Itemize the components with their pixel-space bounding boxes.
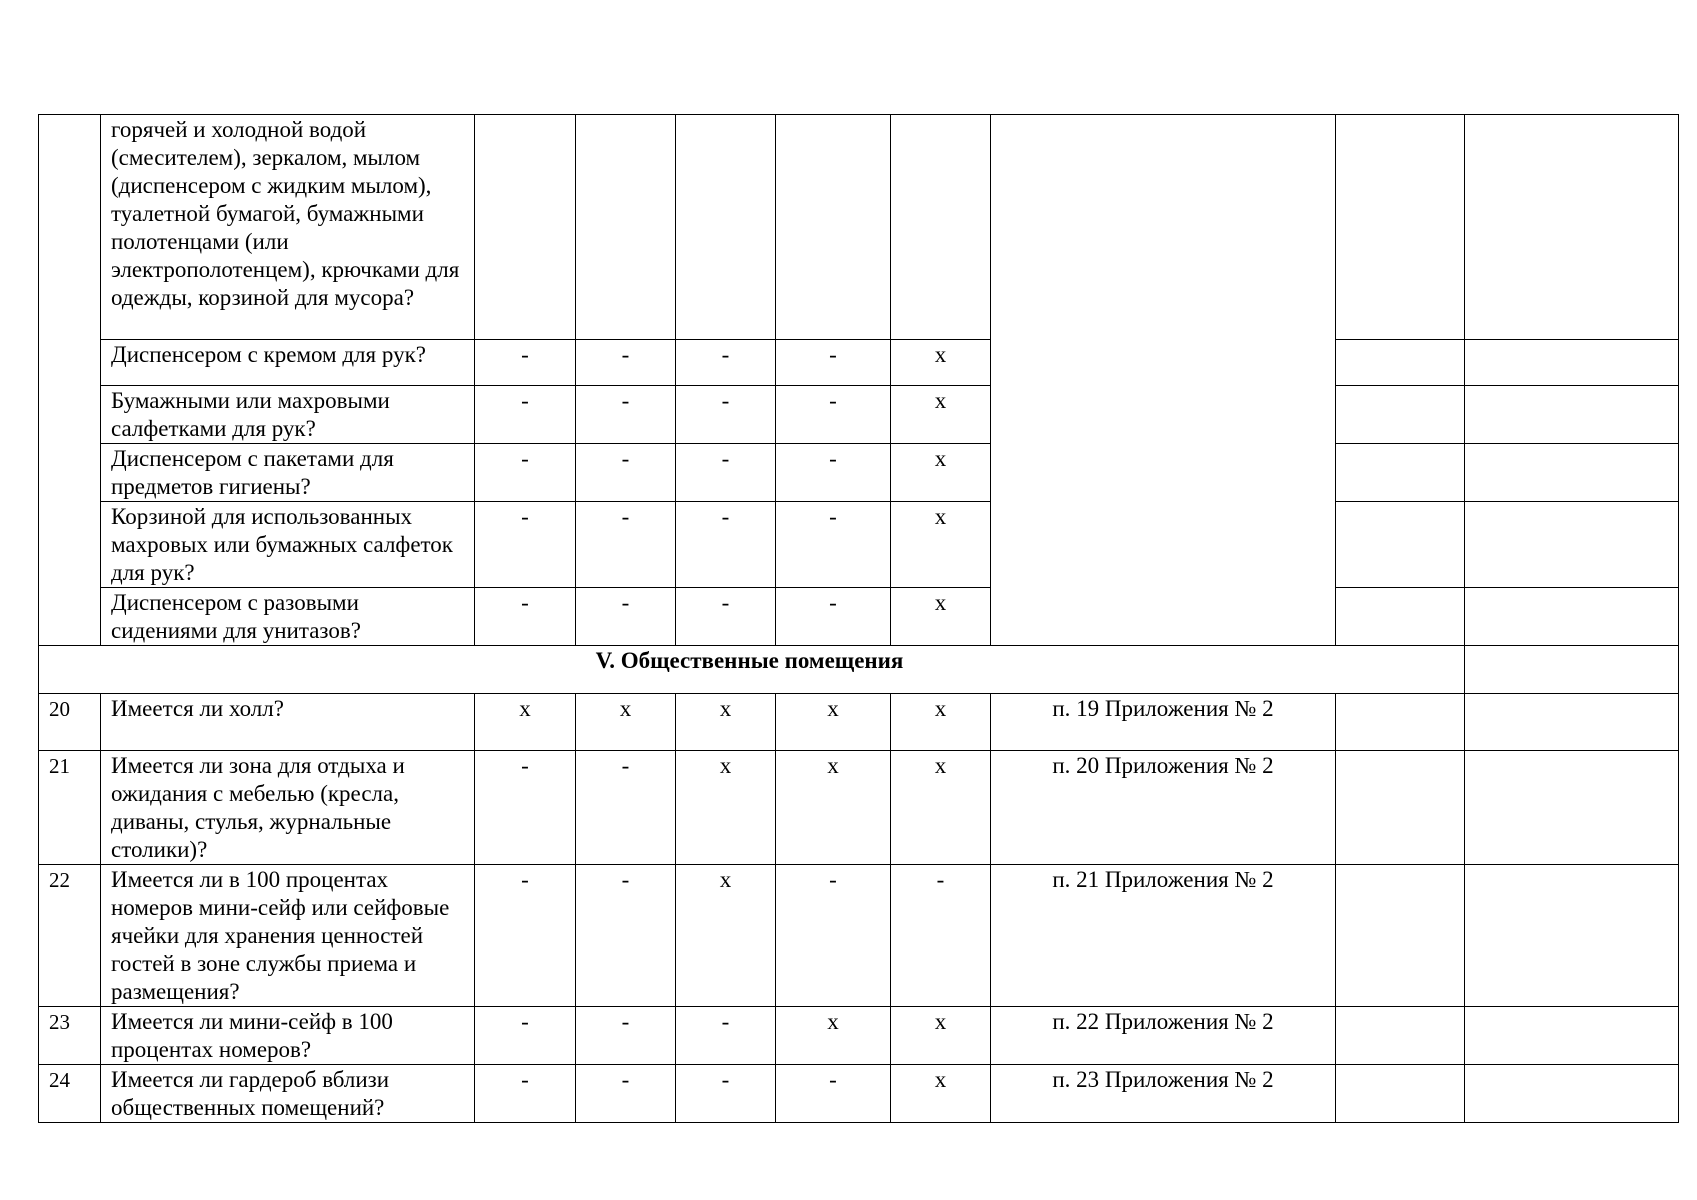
reference-cell: п. 22 Приложения № 2 bbox=[991, 1007, 1336, 1065]
row-number-cell: 21 bbox=[39, 751, 101, 865]
blank-cell bbox=[1336, 386, 1465, 444]
blank-cell bbox=[1336, 865, 1465, 1007]
mark-cell: - bbox=[576, 444, 676, 502]
question-cell: Имеется ли зона для отдыха и ожидания с мебелью (кресла, диваны, стулья, журнальные столики)? bbox=[101, 751, 475, 865]
blank-cell bbox=[1465, 115, 1679, 340]
question-cell: Имеется ли в 100 процентах номеров мини-сейф или сейфовые ячейки для хранения ценностей гостей в зоне службы приема и размещения? bbox=[101, 865, 475, 1007]
blank-cell bbox=[1465, 694, 1679, 751]
mark-cell: - bbox=[776, 865, 891, 1007]
mark-cell: - bbox=[576, 751, 676, 865]
blank-cell bbox=[1336, 1007, 1465, 1065]
mark-cell: - bbox=[891, 865, 991, 1007]
blank-cell bbox=[1465, 588, 1679, 646]
blank-cell bbox=[1336, 115, 1465, 340]
mark-cell: x bbox=[891, 694, 991, 751]
mark-cell: - bbox=[576, 865, 676, 1007]
question-cell: Диспенсером с разовыми сидениями для унитазов? bbox=[101, 588, 475, 646]
blank-cell bbox=[1336, 340, 1465, 386]
mark-cell: x bbox=[776, 694, 891, 751]
mark-cell: x bbox=[891, 1065, 991, 1123]
mark-cell bbox=[776, 115, 891, 340]
mark-cell: - bbox=[576, 588, 676, 646]
mark-cell: - bbox=[776, 588, 891, 646]
mark-cell: - bbox=[676, 444, 776, 502]
mark-cell: x bbox=[891, 1007, 991, 1065]
blank-cell bbox=[1465, 1065, 1679, 1123]
mark-cell: x bbox=[676, 694, 776, 751]
row-number-cell: 23 bbox=[39, 1007, 101, 1065]
mark-cell: - bbox=[676, 588, 776, 646]
mark-cell: - bbox=[475, 340, 576, 386]
reference-cell: п. 21 Приложения № 2 bbox=[991, 865, 1336, 1007]
mark-cell: x bbox=[776, 751, 891, 865]
mark-cell: x bbox=[891, 502, 991, 588]
question-cell: Диспенсером с пакетами для предметов гигиены? bbox=[101, 444, 475, 502]
mark-cell: - bbox=[475, 444, 576, 502]
row-number-cell: 24 bbox=[39, 1065, 101, 1123]
table-row bbox=[39, 588, 1679, 646]
blank-cell bbox=[1465, 386, 1679, 444]
table-row bbox=[39, 694, 1679, 751]
mark-cell: x bbox=[676, 865, 776, 1007]
blank-cell bbox=[1336, 694, 1465, 751]
mark-cell: - bbox=[676, 1065, 776, 1123]
mark-cell: x bbox=[891, 386, 991, 444]
question-cell: Диспенсером с кремом для рук? bbox=[101, 340, 475, 386]
blank-cell bbox=[1465, 646, 1679, 694]
mark-cell: x bbox=[891, 340, 991, 386]
blank-cell bbox=[1465, 340, 1679, 386]
row-number-cell: 20 bbox=[39, 694, 101, 751]
mark-cell: x bbox=[475, 694, 576, 751]
mark-cell: - bbox=[776, 502, 891, 588]
row-number-cell: 22 bbox=[39, 865, 101, 1007]
reference-cell: п. 20 Приложения № 2 bbox=[991, 751, 1336, 865]
question-cell: Бумажными или махровыми салфетками для рук? bbox=[101, 386, 475, 444]
mark-cell: - bbox=[475, 1065, 576, 1123]
table-row bbox=[39, 865, 1679, 1007]
table-row bbox=[39, 115, 1679, 340]
question-cell: Имеется ли мини-сейф в 100 процентах номеров? bbox=[101, 1007, 475, 1065]
mark-cell: - bbox=[776, 444, 891, 502]
blank-cell bbox=[1336, 444, 1465, 502]
table-row bbox=[39, 1007, 1679, 1065]
checklist-table bbox=[38, 114, 1679, 1123]
blank-cell bbox=[1336, 1065, 1465, 1123]
mark-cell: - bbox=[475, 1007, 576, 1065]
reference-cell bbox=[991, 115, 1336, 646]
mark-cell: - bbox=[475, 751, 576, 865]
blank-cell bbox=[1465, 751, 1679, 865]
mark-cell: x bbox=[576, 694, 676, 751]
mark-cell: - bbox=[576, 340, 676, 386]
table-row bbox=[39, 386, 1679, 444]
mark-cell: x bbox=[891, 751, 991, 865]
section-title: V. Общественные помещения bbox=[39, 646, 1465, 694]
mark-cell: - bbox=[776, 1065, 891, 1123]
blank-cell bbox=[1465, 444, 1679, 502]
mark-cell: - bbox=[576, 502, 676, 588]
table-row bbox=[39, 1065, 1679, 1123]
question-cell: Имеется ли гардероб вблизи общественных помещений? bbox=[101, 1065, 475, 1123]
mark-cell: - bbox=[676, 502, 776, 588]
blank-cell bbox=[1465, 865, 1679, 1007]
table-row bbox=[39, 502, 1679, 588]
mark-cell: x bbox=[776, 1007, 891, 1065]
mark-cell: - bbox=[576, 1007, 676, 1065]
mark-cell bbox=[891, 115, 991, 340]
mark-cell: - bbox=[676, 340, 776, 386]
table-row bbox=[39, 444, 1679, 502]
mark-cell: - bbox=[576, 386, 676, 444]
table-row bbox=[39, 340, 1679, 386]
table-row bbox=[39, 751, 1679, 865]
question-cell: Корзиной для использованных махровых или бумажных салфеток для рук? bbox=[101, 502, 475, 588]
mark-cell: - bbox=[776, 386, 891, 444]
question-cell: горячей и холодной водой (смесителем), зеркалом, мылом (диспенсером с жидким мылом), туалетной бумагой, бумажными полотенцами (или электрополотенцем), крючками для одежды, корзиной для мусора? bbox=[101, 115, 475, 340]
mark-cell: - bbox=[475, 502, 576, 588]
mark-cell: - bbox=[475, 386, 576, 444]
section-row bbox=[39, 646, 1679, 694]
reference-cell: п. 19 Приложения № 2 bbox=[991, 694, 1336, 751]
mark-cell: - bbox=[475, 588, 576, 646]
mark-cell: - bbox=[676, 1007, 776, 1065]
mark-cell bbox=[475, 115, 576, 340]
mark-cell: - bbox=[676, 386, 776, 444]
mark-cell: x bbox=[891, 588, 991, 646]
mark-cell bbox=[676, 115, 776, 340]
blank-cell bbox=[1336, 588, 1465, 646]
mark-cell: - bbox=[475, 865, 576, 1007]
mark-cell bbox=[576, 115, 676, 340]
mark-cell: x bbox=[891, 444, 991, 502]
blank-cell bbox=[1465, 502, 1679, 588]
blank-cell bbox=[1465, 1007, 1679, 1065]
mark-cell: x bbox=[676, 751, 776, 865]
mark-cell: - bbox=[776, 340, 891, 386]
row-number-cell bbox=[39, 115, 101, 646]
blank-cell bbox=[1336, 751, 1465, 865]
question-cell: Имеется ли холл? bbox=[101, 694, 475, 751]
mark-cell: - bbox=[576, 1065, 676, 1123]
reference-cell: п. 23 Приложения № 2 bbox=[991, 1065, 1336, 1123]
blank-cell bbox=[1336, 502, 1465, 588]
